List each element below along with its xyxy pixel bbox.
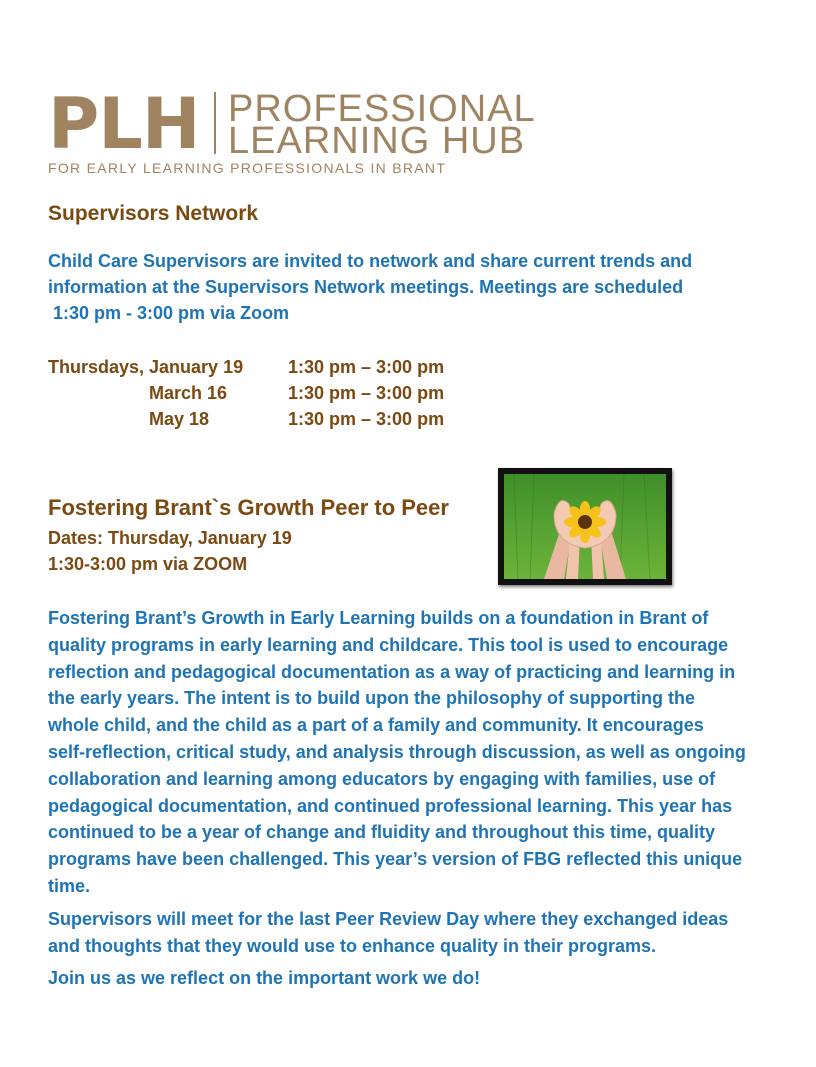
schedule-row — [48, 354, 508, 380]
logo-plh-text: PLH — [48, 83, 200, 165]
body-line: reflection and pedagogical documentation as a way of practicing and learning in — [48, 661, 736, 682]
body-line: continued to be a year of change and fluidity and throughout this time, quality — [48, 822, 716, 843]
logo-divider — [214, 92, 216, 154]
logo-subtitle: FOR EARLY LEARNING PROFESSIONALS IN BRANT — [48, 160, 447, 176]
body-line: Fostering Brant’s Growth in Early Learning builds on a foundation in Brant of — [48, 608, 709, 628]
supervisors-intro — [48, 248, 748, 326]
body-line: programs have been challenged. This year’s version of FBG reflected this unique — [48, 849, 743, 870]
body-line: Supervisors will meet for the last Peer Review Day where they exchanged ideas — [48, 908, 729, 929]
schedule-row — [48, 380, 508, 406]
plh-logo — [48, 83, 608, 178]
body-line: collaboration and learning among educators by engaging with families, use of — [48, 768, 716, 789]
body-line: self-reflection, critical study, and analysis through discussion, as well as ongoing — [48, 741, 746, 762]
fostering-heading: Fostering Brant`s Growth Peer to Peer — [48, 495, 449, 520]
schedule-date: March 16 — [149, 383, 228, 403]
peer-review-paragraph — [48, 906, 773, 960]
schedule-day: Thursdays, January 19 — [48, 357, 244, 377]
body-line: time. — [48, 875, 91, 896]
body-line: whole child, and the child as a part of a family and community. It encourages — [48, 715, 704, 736]
logo-learning-hub: LEARNING HUB — [228, 120, 526, 162]
body-line: the early years. The intent is to build upon the philosophy of supporting the — [48, 688, 696, 709]
fostering-body — [48, 605, 773, 998]
schedule-time: 1:30 pm – 3:00 pm — [288, 383, 445, 403]
schedule-row — [48, 406, 508, 432]
schedule-time: 1:30 pm – 3:00 pm — [288, 357, 445, 377]
fostering-time-line: 1:30-3:00 pm via ZOOM — [48, 554, 248, 574]
logo-professional: PROFESSIONAL — [228, 88, 536, 130]
hands-sunflower-icon — [504, 474, 666, 579]
body-line: quality programs in early learning and childcare. This tool is used to encourage — [48, 634, 729, 655]
fostering-date-line: Dates: Thursday, January 19 — [48, 528, 292, 548]
intro-line: Child Care Supervisors are invited to network and share current trends and — [48, 251, 693, 271]
fostering-paragraph — [48, 605, 773, 900]
schedule-date: May 18 — [149, 409, 210, 429]
fostering-dates — [48, 525, 292, 577]
body-line: pedagogical documentation, and continued professional learning. This year has — [48, 795, 733, 816]
supervisors-network-heading: Supervisors Network — [48, 202, 259, 225]
meeting-schedule — [48, 354, 508, 432]
closing-line: Join us as we reflect on the important work we do! — [48, 968, 481, 989]
hands-sunflower-photo — [498, 468, 672, 585]
intro-line: 1:30 pm - 3:00 pm via Zoom — [48, 303, 290, 323]
schedule-time: 1:30 pm – 3:00 pm — [288, 409, 445, 429]
body-line: and thoughts that they would use to enhance quality in their programs. — [48, 935, 657, 956]
intro-line: information at the Supervisors Network meetings. Meetings are scheduled — [48, 277, 684, 297]
